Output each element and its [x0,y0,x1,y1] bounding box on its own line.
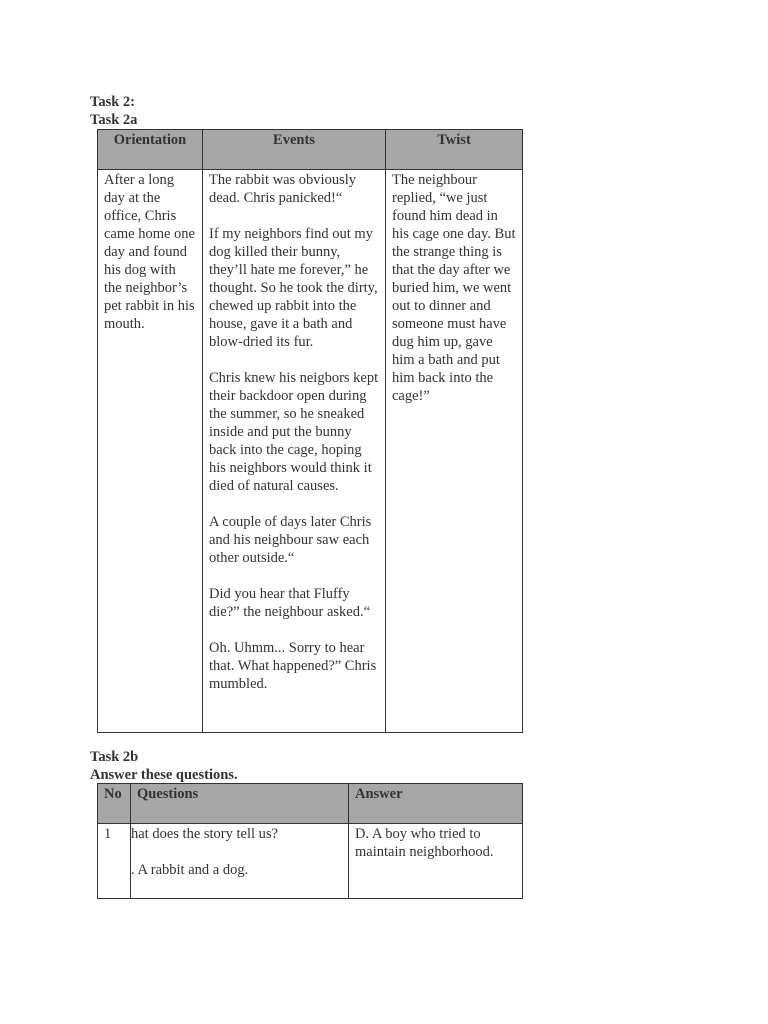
events-paragraph: The rabbit was obviously dead. Chris panicked!“ [209,172,356,206]
header-events: Events [203,130,386,170]
row-number: 1 [98,824,131,899]
question-cell [131,824,349,899]
header-answer: Answer [349,784,523,824]
events-paragraph: A couple of days later Chris and his neighbour saw each other outside.“ [209,514,372,566]
task2b-heading: Task 2b [90,749,139,765]
story-structure-table [97,129,523,733]
table-header-row [98,784,523,824]
header-twist: Twist [386,130,523,170]
header-questions: Questions [131,784,349,824]
header-no: No [98,784,131,824]
task2-heading: Task 2: [90,94,136,110]
events-paragraph: Oh. Uhmm... Sorry to hear that. What happened?” Chris mumbled. [209,640,377,692]
events-paragraph: Chris knew his neigbors kept their backdoor open during the summer, so he sneaked inside and put the bunny back into the cage, hoping his neighbors would think it died of natural causes. [209,370,379,494]
orientation-cell: After a long day at the office, Chris came home one day and found his dog with the neighbor’s pet rabbit in his mouth. [98,170,203,733]
questions-table [97,783,523,899]
question-text: hat does the story tell us? [131,826,278,842]
header-orientation: Orientation [98,130,203,170]
twist-cell: The neighbour replied, “we just found him dead in his cage one day. But the strange thing is that the day after we buried him, we went out to dinner and someone must have dug him up, gave him a bath and put him back into the cage!” [386,170,523,733]
table-row [98,824,523,899]
question-option: . A rabbit and a dog. [131,862,249,878]
task2b-instruction: Answer these questions. [90,767,238,783]
events-cell [203,170,386,733]
task2a-heading: Task 2a [90,112,138,128]
events-paragraph: Did you hear that Fluffy die?” the neighbour asked.“ [209,586,371,620]
table-row [98,170,523,733]
answer-cell: D. A boy who tried to maintain neighborhood. [349,824,523,899]
events-paragraph: If my neighbors find out my dog killed their bunny, they’ll hate me forever,” he thought. So he took the dirty, chewed up rabbit into the house, gave it a bath and blow-dried its fur. [209,226,378,350]
table-header-row [98,130,523,170]
